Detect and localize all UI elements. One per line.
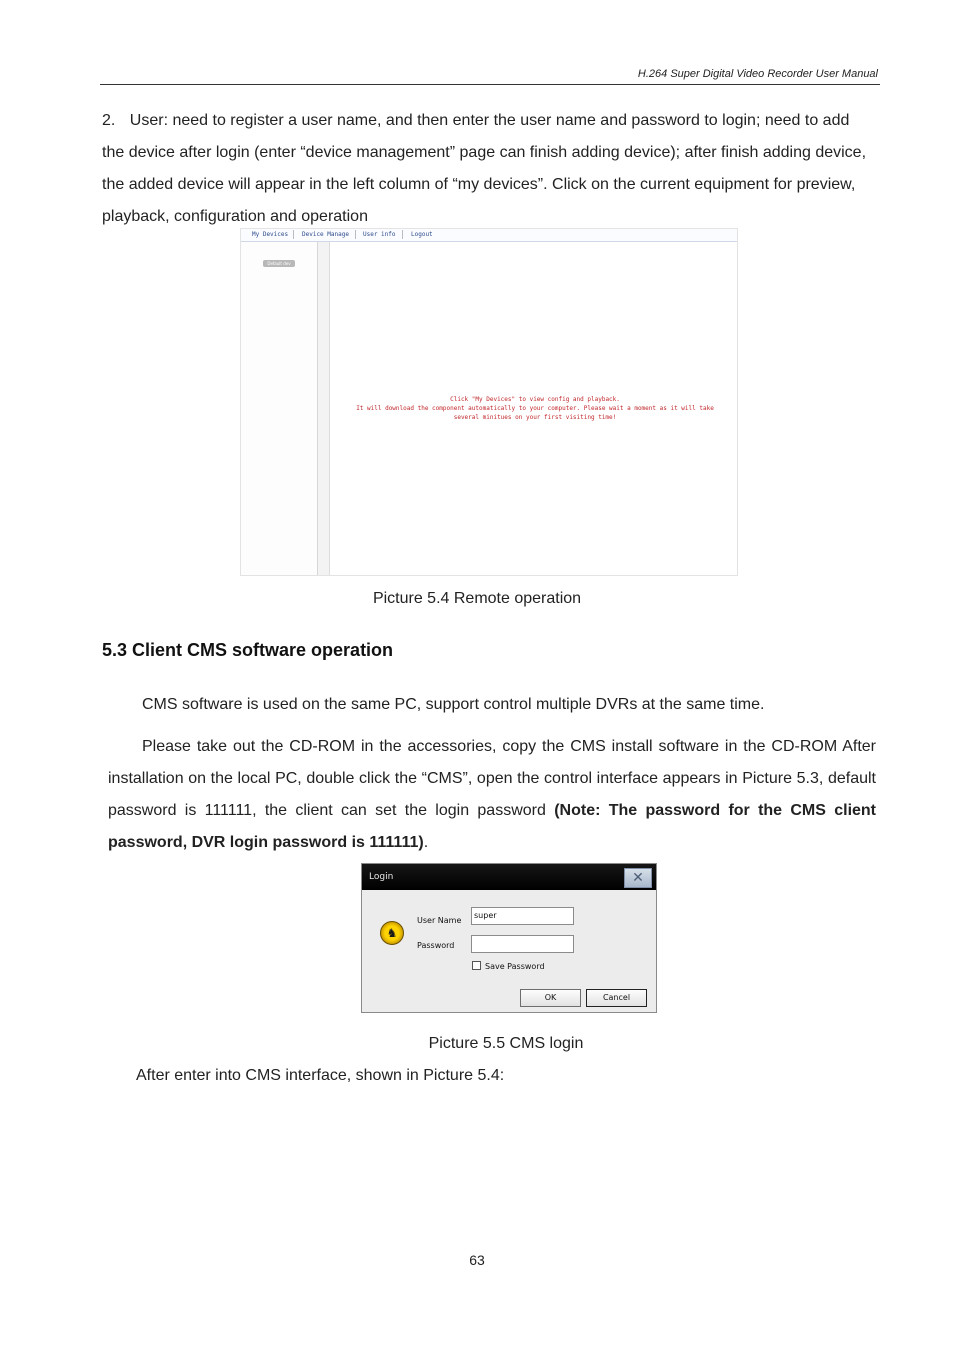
paragraph-cms: CMS software is used on the same PC, support control multiple DVRs at the same time. (142, 696, 765, 713)
message-line: It will download the component automatically to your computer. Please wait a moment as it will take (356, 405, 714, 412)
nav-logout[interactable]: Logout (411, 231, 433, 238)
cancel-button[interactable]: Cancel (586, 989, 647, 1007)
nav-my-devices[interactable]: My Devices (252, 231, 289, 238)
cms-login-screenshot (361, 863, 657, 1013)
paragraph-install (108, 731, 876, 859)
nav-separator (355, 230, 356, 239)
message-line: Click "My Devices" to view config and playback. (450, 396, 620, 403)
login-titlebar (362, 864, 656, 890)
caption-cms-login: Picture 5.5 CMS login (428, 1035, 584, 1052)
nav-user-info[interactable]: User info (363, 231, 396, 238)
password-note: (Note: The password for the CMS client password, DVR login password is 111111) (108, 802, 877, 851)
remote-operation-screenshot (240, 228, 738, 576)
user-name-label: User Name (417, 916, 462, 925)
password-input[interactable] (471, 935, 574, 953)
app-logo (380, 921, 404, 945)
save-password-label: Save Password (485, 962, 545, 971)
logo-glyph: ♞ (386, 926, 398, 940)
note-end: . (423, 834, 429, 851)
user-name-input[interactable]: super (471, 907, 574, 925)
ok-button[interactable]: OK (520, 989, 581, 1007)
download-message (333, 395, 737, 422)
nav-device-manage[interactable]: Device Manage (302, 231, 349, 238)
login-title: Login (369, 872, 394, 882)
paragraph-after: After enter into CMS interface, shown in Picture 5.4: (136, 1067, 505, 1084)
list-item-number: 2. (102, 112, 116, 129)
page-number: 63 (469, 1252, 485, 1268)
list-item-user (102, 105, 872, 233)
header-rule (100, 84, 880, 85)
install-text: Please take out the CD-ROM in the accessories, copy the CMS install software in the CD-ROM After installation on the local PC, double click the “CMS”, open the control interface appears in Picture 5.3, default password is 111111, the client can set the login password (108, 738, 876, 819)
close-icon[interactable]: ✕ (624, 868, 652, 888)
message-line: several minitues on your first visiting time! (453, 414, 617, 421)
page-header-title: H.264 Super Digital Video Recorder User Manual (637, 68, 878, 80)
column-divider (318, 242, 330, 575)
list-item-text: User: need to register a user name, and then enter the user name and password to login; need to add the device after login (enter “device management” page can finish adding device); after finish adding device, the added device will appear in the left column of “my devices”. Click on the current equipment for preview, playback, configuration and operation (102, 112, 867, 225)
device-list-column (241, 242, 318, 575)
password-label: Password (417, 941, 455, 950)
nav-separator (402, 230, 403, 239)
save-password-checkbox[interactable] (472, 961, 481, 970)
screenshot-topbar (241, 229, 737, 242)
section-heading: 5.3 Client CMS software operation (102, 640, 394, 660)
device-button[interactable]: Default dev (263, 260, 295, 267)
caption-remote-operation: Picture 5.4 Remote operation (372, 590, 582, 607)
nav-separator (293, 230, 294, 239)
